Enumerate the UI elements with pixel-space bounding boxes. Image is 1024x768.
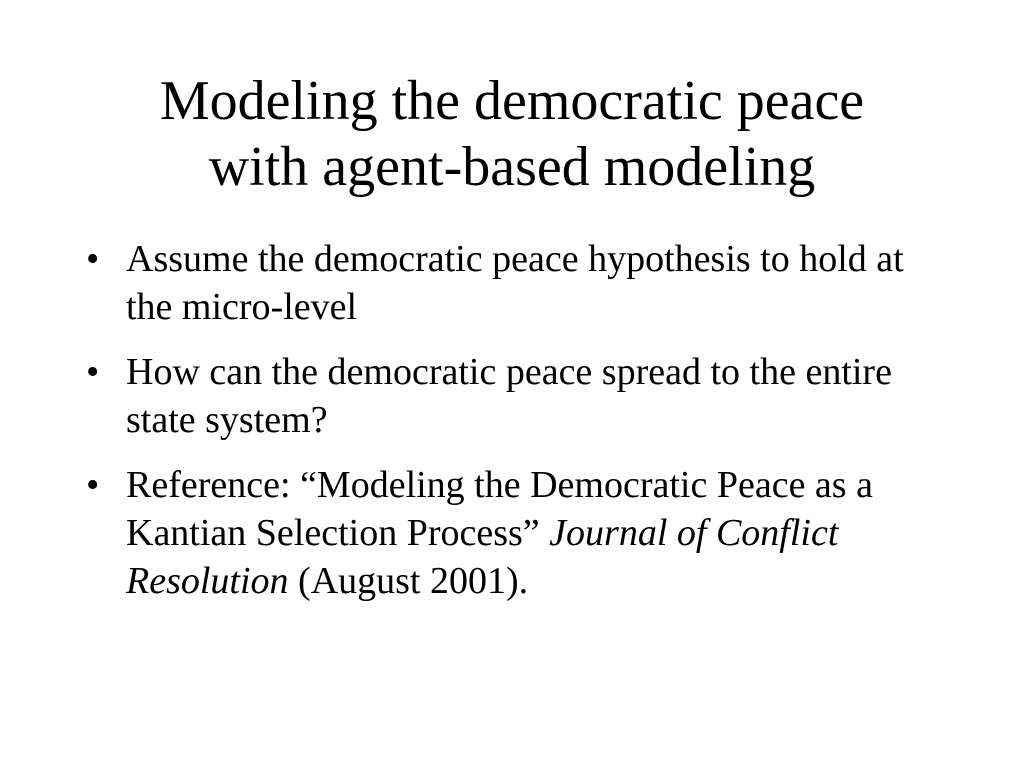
bullet-text: Assume the democratic peace hypothesis to hold at the micro-level — [126, 238, 904, 328]
bullet-text: How can the democratic peace spread to the entire state system? — [126, 351, 892, 441]
reference-date: (August 2001). — [298, 560, 529, 602]
reference-text: Reference: “Modeling the Democratic Peace as a Kantian Selection Process” — [126, 464, 873, 554]
journal-name: Journal of Conflict Resolution — [126, 512, 839, 602]
bullet-item — [84, 348, 944, 444]
bullet-item — [84, 461, 944, 605]
bullet-item — [84, 235, 944, 331]
bullet-icon: • — [86, 238, 100, 280]
bullet-list — [84, 235, 944, 622]
bullet-icon: • — [86, 464, 100, 506]
title-line: with agent-based modeling — [208, 136, 816, 198]
bullet-icon: • — [86, 351, 100, 393]
title-line: Modeling the democratic peace — [159, 70, 865, 132]
slide-title — [60, 68, 964, 200]
